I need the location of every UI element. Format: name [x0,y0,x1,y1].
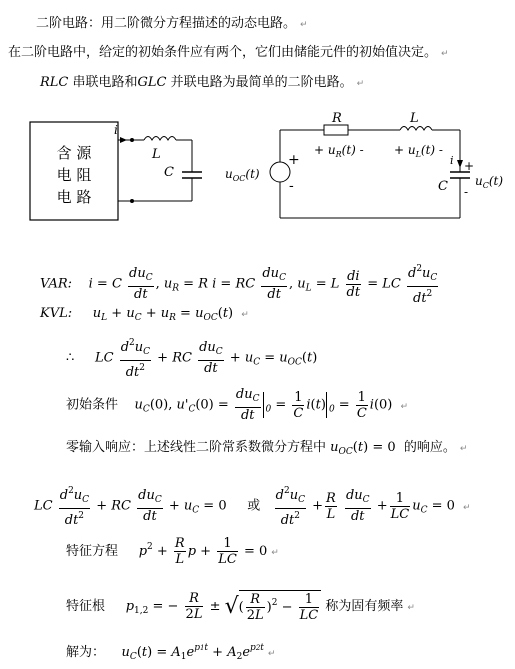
inductor-symbol [400,127,432,131]
voltage-source-icon [270,162,290,182]
label-L: L [410,111,419,126]
intro-line-3: RLC 串联电路和GLC 并联电路为最简单的二阶电路。 ↵ [40,75,365,90]
box-text-2: 电 阻 [56,166,92,184]
initial-conditions: 初始条件 $u_C(0)$, $u'_C(0)$ = $\frac{du_C}{dt}$ $_0$ = $\frac{1}{C}$ i(t) $_0$ = $\frac{1}{C}$ i(0) ↵ [66,387,409,423]
label-i: i [450,154,454,167]
kvl-equation: KVL: $u_L + u_C + u_R = u_{OC}(t)$ ↵ [40,306,249,323]
label-R: R [332,111,342,126]
resistor-symbol [324,125,348,135]
current-arrow-icon [457,160,463,168]
or-text: 或 [247,498,261,514]
solution-label: 解为： [66,645,106,660]
inductor-symbol [144,137,176,141]
label-C: C [438,179,448,194]
label-uL: + $u_L(t)$ - [394,143,443,159]
label-i: i [114,123,118,137]
intro-line-1: 二阶电路：用二阶微分方程描述的动态电路。 ↵ [36,16,308,31]
box-text-1: 含 源 [56,144,92,162]
label-cap-minus: - [464,185,469,199]
zero-input-response: 零输入响应：上述线性二阶常系数微分方程中 $u_{OC}(t) = 0$ 的响应。 ↵ [66,440,468,457]
kvl-label: KVL: [40,306,73,321]
var-equation: VAR: i = C $\frac{du_C}{dt}$ , $u_R = R$ i = RC $\frac{du_C}{dt}$ , $u_L = L$ $\frac{di}{dt}$ = LC $\frac{d^2u_C}{dt^2}$ [40,264,438,306]
label-uR: + $u_R(t)$ - [314,143,364,159]
label-cap-plus: + [464,159,475,173]
initial-label: 初始条件 [66,397,119,413]
circuit-diagram-right [222,108,512,226]
label-source-plus: + [288,152,300,168]
therefore-equation: ∴ LC $\frac{d^2u_C}{dt^2}$ + RC $\frac{du_C}{dt}$ + $u_C = u_{OC}(t)$ [66,338,318,380]
current-arrow-icon [120,137,127,143]
circuit-diagram-left [20,110,225,225]
char-eq-label: 特征方程 [66,544,119,559]
label-C: C [164,165,174,180]
homogeneous-equation: LC $\frac{d^2u_C}{dt^2}$ + RC $\frac{du_C}{dt}$ + $u_C = 0$ 或 $\frac{d^2u_C}{dt^2}$ + $\frac{R}{L}$ $\frac{du_C}{dt}$ + $\frac{1}{LC}$ $u_C = 0$ ↵ [34,486,471,528]
label-uoc: $u_{OC}(t)$ [225,167,260,183]
characteristic-roots: 特征根 $p_{1,2}$ = − $\frac{R}{2L}$ ± √( $\frac{R}{2L}$ )$^2$ − $\frac{1}{LC}$ 称为固有频率 ↵ [66,591,415,623]
char-root-label: 特征根 [66,599,106,614]
intro-line-2: 在二阶电路中，给定的初始条件应有两个，它们由储能元件的初始值决定。 ↵ [8,45,449,60]
label-L: L [152,147,161,162]
var-label: VAR: [40,276,73,292]
label-uc: $u_C(t)$ [475,174,504,190]
therefore-symbol: ∴ [66,350,75,366]
solution-equation: 解为： $u_C(t) = A_1e^{p1t}$ + $A_2e^{p2t}↵$ [66,643,276,662]
label-source-minus: - [289,178,294,194]
characteristic-equation: 特征方程 $p^2$ + $\frac{R}{L}$ p + $\frac{1}{LC}$ = 0 ↵ [66,536,279,567]
box-text-3: 电 路 [56,188,92,206]
